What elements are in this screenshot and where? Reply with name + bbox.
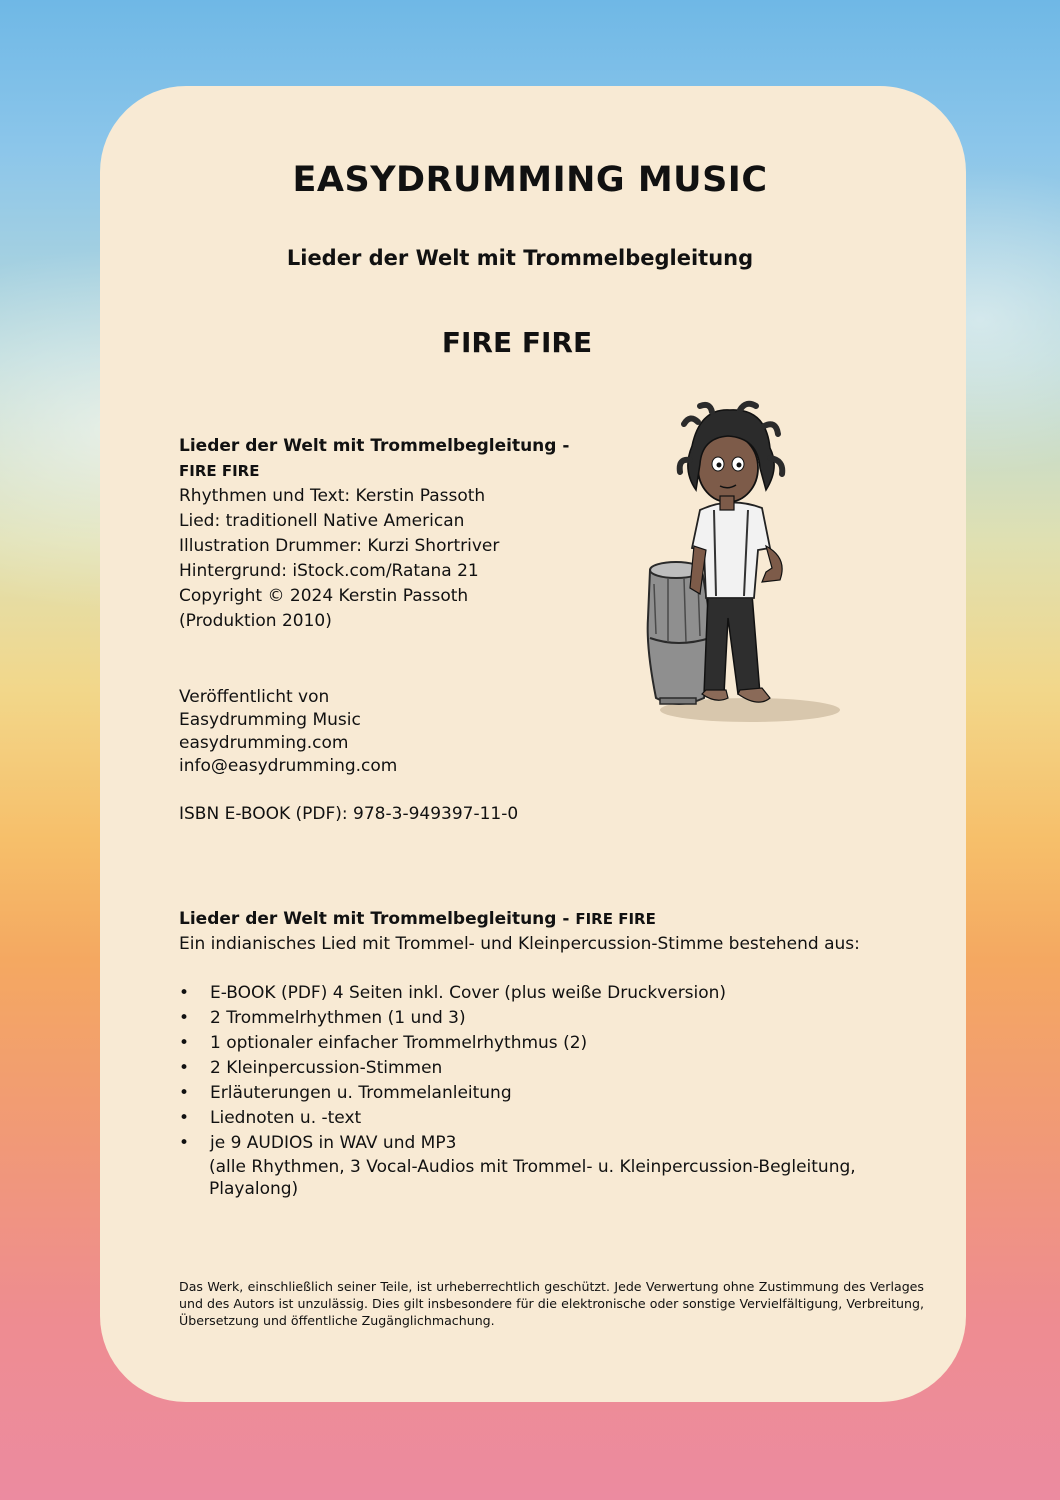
credit-line: (Produktion 2010) bbox=[179, 611, 332, 631]
list-item: • 1 optionaler einfacher Trommelrhythmus (2) bbox=[179, 1031, 939, 1056]
publisher-name: Easydrumming Music bbox=[179, 710, 361, 730]
list-item: • E-BOOK (PDF) 4 Seiten inkl. Cover (plus weiße Druckversion) bbox=[179, 981, 939, 1006]
credit-line: Illustration Drummer: Kurzi Shortriver bbox=[179, 536, 500, 556]
credit-line: Copyright © 2024 Kerstin Passoth bbox=[179, 586, 469, 606]
product-heading bbox=[179, 907, 939, 932]
series-subtitle: Lieder der Welt mit Trommelbegleitung bbox=[286, 246, 754, 270]
bullet-icon: • bbox=[179, 1133, 190, 1153]
bullet-icon: • bbox=[179, 1033, 190, 1053]
product-description: Ein indianisches Lied mit Trommel- und Kleinpercussion-Stimme bestehend aus: bbox=[179, 934, 860, 954]
credits-block bbox=[179, 434, 619, 634]
publisher-label: Veröffentlicht von bbox=[179, 687, 330, 707]
list-item: • Erläuterungen u. Trommelanleitung bbox=[179, 1081, 939, 1106]
bullet-icon: • bbox=[179, 1008, 190, 1028]
bullet-icon: • bbox=[179, 983, 190, 1003]
isbn: ISBN E-BOOK (PDF): 978-3-949397-11-0 bbox=[179, 804, 519, 824]
feature-list bbox=[179, 981, 939, 1156]
credit-line: Hintergrund: iStock.com/Ratana 21 bbox=[179, 561, 479, 581]
bullet-icon: • bbox=[179, 1058, 190, 1078]
product-heading-text: Lieder der Welt mit Trommelbegleitung - bbox=[179, 909, 570, 929]
brand-title: EASYDRUMMING MUSIC bbox=[292, 160, 768, 200]
drummer-illustration-icon bbox=[620, 398, 840, 730]
list-item: • 2 Kleinpercussion-Stimmen bbox=[179, 1056, 939, 1081]
bullet-icon: • bbox=[179, 1083, 190, 1103]
publisher-block bbox=[179, 686, 397, 778]
list-item: • Liednoten u. -text bbox=[179, 1106, 939, 1131]
publisher-website: easydrumming.com bbox=[179, 733, 349, 753]
legal-notice: Das Werk, einschließlich seiner Teile, ist urheberrechtlich geschützt. Jede Verwertung ohne Zustimmung des Verlages und des Autors ist unzulässig. Dies gilt insbesondere für die elektronische oder sonstige Vervielfältigung, Verbreitung, Übersetzung und öffentliche Zugänglichmachung. bbox=[179, 1279, 924, 1328]
credits-heading: Lieder der Welt mit Trommelbegleitung - bbox=[179, 436, 570, 456]
credits-heading-song: FIRE FIRE bbox=[179, 462, 260, 480]
list-item: • je 9 AUDIOS in WAV und MP3 bbox=[179, 1131, 939, 1156]
credit-line: Rhythmen und Text: Kerstin Passoth bbox=[179, 486, 486, 506]
feature-note: (alle Rhythmen, 3 Vocal-Audios mit Trommel- u. Kleinpercussion-Begleitung, Playalong) bbox=[209, 1157, 856, 1199]
product-heading-song: FIRE FIRE bbox=[575, 910, 656, 928]
song-title: FIRE FIRE bbox=[441, 326, 593, 359]
product-block bbox=[179, 907, 939, 957]
credit-line: Lied: traditionell Native American bbox=[179, 511, 465, 531]
publisher-email: info@easydrumming.com bbox=[179, 756, 398, 776]
list-item: • 2 Trommelrhythmen (1 und 3) bbox=[179, 1006, 939, 1031]
bullet-icon: • bbox=[179, 1108, 190, 1128]
